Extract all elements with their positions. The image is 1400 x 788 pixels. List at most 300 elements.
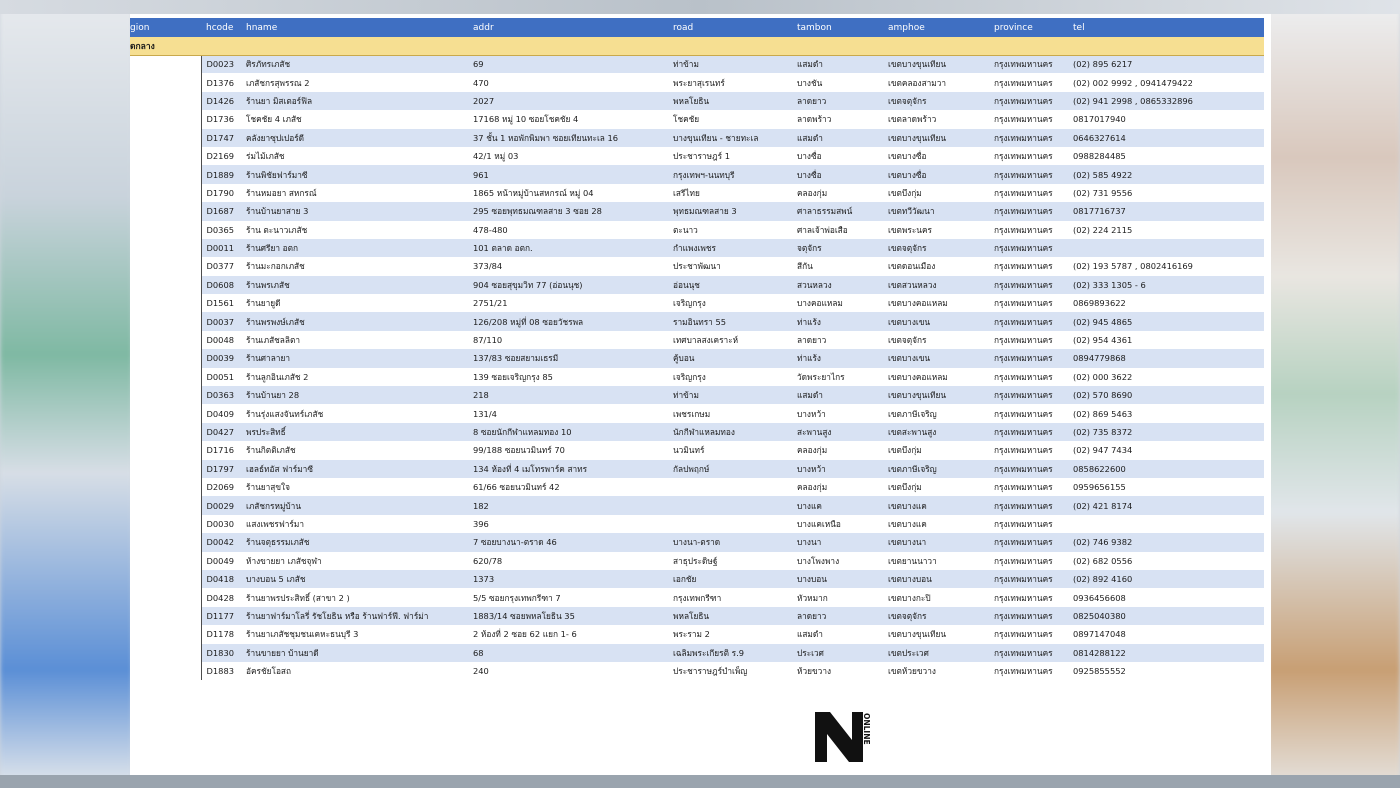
table-row bbox=[130, 73, 1264, 91]
column-header-region: gion bbox=[130, 22, 150, 33]
cell-amphoe: เขตบางซื่อ bbox=[888, 151, 927, 162]
cell-tambon: ลาดยาว bbox=[797, 335, 827, 346]
cell-tambon: ศาลาธรรมสพน์ bbox=[797, 206, 853, 217]
table-row bbox=[130, 460, 1264, 478]
cell-hcode: D0042 bbox=[206, 537, 235, 548]
table-row bbox=[130, 533, 1264, 551]
cell-hname: ร้านยาเภสัชชุมชนเคหะธนบุรี 3 bbox=[246, 629, 359, 640]
cell-province: กรุงเทพมหานคร bbox=[994, 77, 1053, 88]
table-row bbox=[130, 478, 1264, 496]
cell-tambon: บางนา bbox=[797, 537, 822, 548]
cell-hcode: D1797 bbox=[206, 463, 235, 474]
region-cell bbox=[130, 460, 201, 478]
logo-online-text: ONLINE bbox=[862, 713, 871, 745]
cell-hcode: D1687 bbox=[206, 206, 235, 217]
cell-addr: 470 bbox=[473, 77, 489, 88]
cell-hcode: D0029 bbox=[206, 500, 235, 511]
cell-tel: (02) 941 2998 , 0865332896 bbox=[1073, 95, 1193, 106]
region-cell bbox=[130, 478, 201, 496]
cell-hcode: D1883 bbox=[206, 666, 235, 677]
cell-tel: (02) 731 9556 bbox=[1073, 187, 1133, 198]
cell-amphoe: เขตบึงกุ่ม bbox=[888, 187, 922, 198]
cell-road: ประชาราษฎร์บำเพ็ญ bbox=[673, 666, 748, 677]
cell-hname: บางบอน 5 เภสัช bbox=[246, 574, 306, 585]
region-cell bbox=[130, 552, 201, 570]
region-cell bbox=[130, 570, 201, 588]
cell-hname: ร้านยาฟาร์มาโลรี่ รัชโยธิน หรือ ร้านฟาร์ฟี. ฟาร์ม่า bbox=[246, 610, 429, 621]
cell-addr: 961 bbox=[473, 169, 489, 180]
cell-province: กรุงเทพมหานคร bbox=[994, 59, 1053, 70]
cell-tel: (02) 735 8372 bbox=[1073, 427, 1133, 437]
cell-tambon: สีกัน bbox=[797, 261, 813, 272]
cell-amphoe: เขตบางเขน bbox=[888, 353, 931, 364]
cell-road: ท่าข้าม bbox=[673, 59, 699, 70]
cell-addr: 373/84 bbox=[473, 261, 503, 272]
table-row bbox=[130, 184, 1264, 202]
cell-province: กรุงเทพมหานคร bbox=[994, 206, 1053, 217]
cell-tambon: บางบอน bbox=[797, 574, 827, 585]
blurred-background-left bbox=[0, 0, 132, 788]
cell-amphoe: เขตคลองสามวา bbox=[888, 77, 947, 88]
cell-province: กรุงเทพมหานคร bbox=[994, 224, 1053, 235]
cell-province: กรุงเทพมหานคร bbox=[994, 261, 1053, 272]
cell-addr: 1883/14 ซอยพหลโยธิน 35 bbox=[473, 610, 575, 621]
cell-amphoe: เขตบางแค bbox=[888, 500, 927, 511]
cell-hcode: D1561 bbox=[206, 298, 235, 309]
cell-hname: ร้านหมอยา สหกรณ์ bbox=[246, 187, 317, 198]
cell-tambon: แสมดำ bbox=[797, 59, 823, 70]
table-row bbox=[130, 202, 1264, 220]
cell-addr: 218 bbox=[473, 390, 489, 401]
table-row bbox=[130, 221, 1264, 239]
cell-province: กรุงเทพมหานคร bbox=[994, 610, 1053, 621]
table-row bbox=[130, 570, 1264, 588]
cell-road: กัลปพฤกษ์ bbox=[673, 463, 710, 474]
cell-road: อ่อนนุช bbox=[673, 279, 700, 290]
table-row bbox=[130, 294, 1264, 312]
cell-tel: 0817017940 bbox=[1073, 114, 1126, 125]
cell-hcode: D1747 bbox=[206, 132, 235, 143]
cell-tel bbox=[1068, 515, 1264, 533]
cell-hname: พรประสิทธิ์ bbox=[246, 427, 286, 437]
cell-tambon: บางซื่อ bbox=[797, 151, 822, 162]
region-cell bbox=[130, 221, 201, 239]
cell-addr: 131/4 bbox=[473, 408, 497, 419]
cell-tel: (02) 193 5787 , 0802416169 bbox=[1073, 261, 1193, 272]
blurred-background-top bbox=[0, 0, 1400, 14]
region-cell bbox=[130, 73, 201, 91]
cell-tambon: จตุจักร bbox=[797, 243, 822, 254]
cell-amphoe: เขตบางนา bbox=[888, 537, 927, 548]
cell-tambon: แสมดำ bbox=[797, 132, 823, 143]
table-row bbox=[130, 496, 1264, 514]
cell-amphoe: เขตดอนเมือง bbox=[888, 261, 936, 272]
cell-tel: (02) 333 1305 - 6 bbox=[1073, 279, 1146, 290]
table-row bbox=[130, 276, 1264, 294]
cell-addr: 69 bbox=[473, 59, 484, 70]
cell-tel: (02) 947 7434 bbox=[1073, 445, 1133, 456]
cell-hname: ศิรภัทรเภสัช bbox=[246, 59, 291, 70]
cell-road: นักกีฬาแหลมทอง bbox=[673, 427, 735, 437]
cell-province: กรุงเทพมหานคร bbox=[994, 187, 1053, 198]
cell-hname: ร้านเภสัชลลิตา bbox=[246, 335, 301, 346]
region-cell bbox=[130, 92, 201, 110]
cell-tambon: ท่าแร้ง bbox=[797, 316, 821, 327]
blurred-background-bottom bbox=[0, 775, 1400, 788]
region-cell bbox=[130, 533, 201, 551]
column-header-amphoe: amphoe bbox=[888, 22, 925, 33]
cell-province: กรุงเทพมหานคร bbox=[994, 390, 1053, 401]
region-cell bbox=[130, 110, 201, 128]
cell-province: กรุงเทพมหานคร bbox=[994, 114, 1053, 125]
cell-tambon: สะพานสูง bbox=[797, 427, 832, 437]
cell-tel: (02) 945 4865 bbox=[1073, 316, 1133, 327]
region-group-label: ดกลาง bbox=[130, 37, 1264, 55]
region-cell bbox=[130, 441, 201, 459]
region-cell bbox=[130, 129, 201, 147]
cell-tel: (02) 000 3622 bbox=[1073, 371, 1133, 382]
cell-addr: 2751/21 bbox=[473, 298, 508, 309]
cell-addr: 904 ซอยสุขุมวิท 77 (อ่อนนุช) bbox=[473, 279, 583, 290]
column-header-province: province bbox=[994, 22, 1033, 33]
cell-province: กรุงเทพมหานคร bbox=[994, 353, 1053, 364]
cell-amphoe: เขตบางเขน bbox=[888, 316, 931, 327]
cell-hname: ร่มไม้เภสัช bbox=[246, 151, 285, 162]
table-row bbox=[130, 312, 1264, 330]
cell-tambon: บางคอแหลม bbox=[797, 298, 843, 309]
table-row bbox=[130, 386, 1264, 404]
cell-road: ท่าข้าม bbox=[673, 390, 699, 401]
table-row bbox=[130, 129, 1264, 147]
cell-province: กรุงเทพมหานคร bbox=[994, 132, 1053, 143]
cell-province: กรุงเทพมหานคร bbox=[994, 298, 1053, 309]
cell-road: โชคชัย bbox=[673, 114, 700, 125]
cell-tel: 0825040380 bbox=[1073, 610, 1126, 621]
cell-hcode: D1376 bbox=[206, 77, 235, 88]
region-cell bbox=[130, 312, 201, 330]
cell-road: พหลโยธิน bbox=[673, 610, 710, 621]
column-header-tel: tel bbox=[1073, 22, 1085, 33]
cell-province: กรุงเทพมหานคร bbox=[994, 666, 1053, 677]
cell-addr: 478-480 bbox=[473, 224, 508, 235]
cell-tel: 0988284485 bbox=[1073, 151, 1126, 162]
cell-amphoe: เขตจตุจักร bbox=[888, 243, 927, 254]
cell-tel: 0897147048 bbox=[1073, 629, 1126, 640]
cell-tel: 0894779868 bbox=[1073, 353, 1126, 364]
cell-road: คู้บอน bbox=[673, 353, 695, 364]
cell-addr: 37 ชั้น 1 หอพักพิมพา ซอยเทียนทะเล 16 bbox=[473, 132, 619, 143]
cell-amphoe: เขตประเวศ bbox=[888, 647, 929, 658]
cell-tambon: บางหว้า bbox=[797, 463, 826, 474]
cell-tel: 0925855552 bbox=[1073, 666, 1126, 677]
cell-road: พระยาสุเรนทร์ bbox=[673, 77, 725, 88]
column-header-tambon: tambon bbox=[797, 22, 832, 33]
cell-amphoe: เขตลาดพร้าว bbox=[888, 114, 937, 125]
logo-n-shape bbox=[815, 712, 863, 762]
region-cell bbox=[130, 368, 201, 386]
cell-hname: ร้านยาพรประสิทธิ์ (สาขา 2 ) bbox=[246, 592, 350, 603]
cell-tel: 0646327614 bbox=[1073, 132, 1126, 143]
region-cell bbox=[130, 276, 201, 294]
cell-tambon: คลองกุ่ม bbox=[797, 445, 828, 456]
cell-tel: (02) 224 2115 bbox=[1073, 224, 1133, 235]
cell-province: กรุงเทพมหานคร bbox=[994, 518, 1053, 529]
cell-tambon: หัวหมาก bbox=[797, 592, 828, 603]
cell-tambon: ห้วยขวาง bbox=[797, 666, 832, 677]
cell-amphoe: เขตบางขุนเทียน bbox=[888, 390, 947, 401]
cell-tambon: บางหว้า bbox=[797, 408, 826, 419]
cell-hname: ร้านยาสุขใจ bbox=[246, 482, 290, 493]
cell-amphoe: เขตจตุจักร bbox=[888, 335, 927, 346]
cell-road: เพชรเกษม bbox=[673, 408, 711, 419]
region-cell bbox=[130, 607, 201, 625]
cell-province: กรุงเทพมหานคร bbox=[994, 316, 1053, 327]
cell-tel: (02) 682 0556 bbox=[1073, 555, 1133, 566]
cell-hname: ร้านพรพงษ์เภสัช bbox=[246, 316, 305, 327]
cell-tel: (02) 746 9382 bbox=[1073, 537, 1133, 548]
cell-tel: 0858622600 bbox=[1073, 463, 1126, 474]
cell-hname: อัครชัยโอสถ bbox=[246, 666, 292, 677]
cell-road: พหลโยธิน bbox=[673, 95, 710, 106]
table-row bbox=[130, 110, 1264, 128]
cell-province: กรุงเทพมหานคร bbox=[994, 647, 1053, 658]
cell-road: ประชาพัฒนา bbox=[673, 261, 721, 272]
cell-hcode: D0377 bbox=[206, 261, 235, 272]
cell-hname: เภสัชกรสุพรรณ 2 bbox=[246, 77, 310, 88]
cell-hcode: D2069 bbox=[206, 482, 235, 493]
cell-amphoe: เขตบางขุนเทียน bbox=[888, 132, 947, 143]
region-cell bbox=[130, 55, 201, 73]
cell-road: เจริญกรุง bbox=[673, 298, 706, 309]
region-cell bbox=[130, 239, 201, 257]
cell-hcode: D0427 bbox=[206, 427, 235, 437]
table-row bbox=[130, 55, 1264, 73]
cell-tel: (02) 421 8174 bbox=[1073, 500, 1133, 511]
cell-hname: ร้านกิตติเภสัช bbox=[246, 445, 296, 456]
cell-hname: ร้านจตุธรรมเภสัช bbox=[246, 537, 310, 548]
cell-road: เสรีไทย bbox=[673, 187, 700, 198]
cell-province: กรุงเทพมหานคร bbox=[994, 169, 1053, 180]
cell-province: กรุงเทพมหานคร bbox=[994, 371, 1053, 382]
cell-addr: 182 bbox=[473, 500, 489, 511]
cell-road: ตะนาว bbox=[673, 224, 698, 235]
cell-province: กรุงเทพมหานคร bbox=[994, 629, 1053, 640]
cell-tel: (02) 002 9992 , 0941479422 bbox=[1073, 77, 1193, 88]
cell-hcode: D1178 bbox=[206, 629, 235, 640]
cell-hname: ร้านมะกอกเภสัช bbox=[246, 261, 305, 272]
table-row bbox=[130, 552, 1264, 570]
cell-hname: ร้าน ตะนาวเภสัช bbox=[246, 224, 308, 235]
cell-amphoe: เขตจตุจักร bbox=[888, 610, 927, 621]
cell-hcode: D1830 bbox=[206, 647, 235, 658]
region-cell bbox=[130, 349, 201, 367]
cell-amphoe: เขตจตุจักร bbox=[888, 95, 927, 106]
cell-hcode: D0037 bbox=[206, 316, 235, 327]
cell-hname: แสงเพชรฟาร์มา bbox=[246, 518, 304, 529]
cell-amphoe: เขตบางคอแหลม bbox=[888, 371, 948, 382]
cell-hname: เภสัชกรหมู่บ้าน bbox=[246, 500, 302, 511]
cell-province: กรุงเทพมหานคร bbox=[994, 408, 1053, 419]
cell-province: กรุงเทพมหานคร bbox=[994, 279, 1053, 290]
cell-hcode: D1889 bbox=[206, 169, 235, 180]
cell-tambon: บางแคเหนือ bbox=[797, 518, 841, 529]
cell-addr: 2 ห้องที่ 2 ซอย 62 แยก 1- 6 bbox=[473, 629, 577, 640]
cell-amphoe: เขตสะพานสูง bbox=[888, 427, 937, 437]
cell-province: กรุงเทพมหานคร bbox=[994, 427, 1053, 437]
cell-tel: 0936456608 bbox=[1073, 592, 1126, 603]
cell-hname: ร้านบ้านยาสาย 3 bbox=[246, 206, 309, 217]
table-row bbox=[130, 515, 1264, 533]
region-cell bbox=[130, 515, 201, 533]
cell-addr: 5/5 ซอยกรุงเทพกรีฑา 7 bbox=[473, 592, 561, 603]
cell-amphoe: เขตบางแค bbox=[888, 518, 927, 529]
cell-hcode: D1736 bbox=[206, 114, 235, 125]
cell-province: กรุงเทพมหานคร bbox=[994, 574, 1053, 585]
region-cell bbox=[130, 294, 201, 312]
cell-hname: ร้านศรียา อตก bbox=[246, 243, 299, 254]
cell-tambon: บางโพงพาง bbox=[797, 555, 840, 566]
cell-hname: ร้านรุ่งแสงจันทร์เภสัช bbox=[246, 408, 324, 419]
table-row bbox=[130, 165, 1264, 183]
cell-amphoe: เขตบางคอแหลม bbox=[888, 298, 948, 309]
cell-road: บางนา-ตราด bbox=[673, 537, 721, 548]
cell-amphoe: เขตพระนคร bbox=[888, 224, 932, 235]
cell-hname: ร้านยายูดี bbox=[246, 298, 281, 309]
cell-hcode: D1426 bbox=[206, 95, 235, 106]
cell-addr: 42/1 หมู่ 03 bbox=[473, 151, 519, 162]
cell-tel: (02) 585 4922 bbox=[1073, 169, 1133, 180]
cell-province: กรุงเทพมหานคร bbox=[994, 463, 1053, 474]
table-row bbox=[130, 588, 1264, 606]
table-row bbox=[130, 644, 1264, 662]
region-cell bbox=[130, 184, 201, 202]
cell-tel: (02) 892 4160 bbox=[1073, 574, 1133, 585]
cell-hcode: D0365 bbox=[206, 224, 235, 235]
cell-amphoe: เขตห้วยขวาง bbox=[888, 666, 936, 677]
table-row bbox=[130, 441, 1264, 459]
cell-hname: ร้านลูกอินเภสัช 2 bbox=[246, 371, 309, 382]
region-cell bbox=[130, 257, 201, 275]
cell-amphoe: เขตบึงกุ่ม bbox=[888, 482, 922, 493]
column-header-hname: hname bbox=[246, 22, 278, 33]
cell-addr: 396 bbox=[473, 518, 489, 529]
cell-addr: 126/208 หมู่ที่ 08 ซอยวัชรพล bbox=[473, 316, 584, 327]
pharmacy-table bbox=[130, 18, 1264, 680]
cell-amphoe: เขตบางบอน bbox=[888, 574, 932, 585]
region-cell bbox=[130, 404, 201, 422]
cell-tambon: บางซื่อ bbox=[797, 169, 822, 180]
cell-hcode: D0409 bbox=[206, 408, 235, 419]
cell-road: นวมินทร์ bbox=[673, 445, 705, 456]
cell-road: กรุงเทพฯ-นนทบุรี bbox=[673, 169, 735, 180]
region-cell bbox=[130, 202, 201, 220]
cell-road: เอกชัย bbox=[673, 574, 697, 585]
cell-hcode: D0363 bbox=[206, 390, 235, 401]
cell-hcode: D0023 bbox=[206, 59, 235, 70]
region-cell bbox=[130, 588, 201, 606]
table-row bbox=[130, 368, 1264, 386]
cell-addr: 1373 bbox=[473, 574, 495, 585]
cell-tambon: ประเวศ bbox=[797, 647, 824, 658]
table-row bbox=[130, 625, 1264, 643]
cell-road: รามอินทรา 55 bbox=[673, 316, 727, 327]
cell-hcode: D2169 bbox=[206, 151, 235, 162]
table-row bbox=[130, 404, 1264, 422]
cell-road: กำแพงเพชร bbox=[673, 243, 716, 254]
cell-hname: โชคชัย 4 เภสัช bbox=[246, 114, 302, 125]
cell-addr: 240 bbox=[473, 666, 489, 677]
cell-hcode: D0030 bbox=[206, 518, 235, 529]
spreadsheet-image bbox=[130, 14, 1271, 775]
cell-tel bbox=[1068, 239, 1264, 257]
table-row bbox=[130, 147, 1264, 165]
cell-tel: (02) 869 5463 bbox=[1073, 408, 1133, 419]
cell-addr: 139 ซอยเจริญกรุง 85 bbox=[473, 371, 553, 382]
cell-tambon: ท่าแร้ง bbox=[797, 353, 821, 364]
cell-amphoe: เขตบางกะปิ bbox=[888, 592, 931, 603]
cell-addr: 137/83 ซอยสยามเธรมี bbox=[473, 353, 559, 364]
cell-tel: (02) 954 4361 bbox=[1073, 335, 1133, 346]
table-row bbox=[130, 331, 1264, 349]
cell-addr: 101 ตลาด อตก. bbox=[473, 243, 533, 254]
cell-hcode: D1790 bbox=[206, 187, 235, 198]
cell-tel: 0869893622 bbox=[1073, 298, 1126, 309]
cell-hcode: D0608 bbox=[206, 279, 235, 290]
table-row bbox=[130, 92, 1264, 110]
cell-province: กรุงเทพมหานคร bbox=[994, 243, 1053, 254]
cell-tambon: แสมดำ bbox=[797, 629, 823, 640]
cell-road bbox=[668, 515, 792, 533]
region-group-row bbox=[130, 37, 1264, 55]
blurred-background-right bbox=[1268, 0, 1400, 788]
cell-tel: (02) 895 6217 bbox=[1073, 59, 1133, 70]
cell-road: เจริญกรุง bbox=[673, 371, 706, 382]
cell-tambon: สวนหลวง bbox=[797, 279, 832, 290]
cell-hcode: D0051 bbox=[206, 371, 235, 382]
cell-road bbox=[668, 496, 792, 514]
region-cell bbox=[130, 662, 201, 680]
cell-tel: (02) 570 8690 bbox=[1073, 390, 1133, 401]
cell-tambon: บางชัน bbox=[797, 77, 823, 88]
cell-road: ประชาราษฎร์ 1 bbox=[673, 151, 730, 162]
region-cell bbox=[130, 386, 201, 404]
region-cell bbox=[130, 423, 201, 441]
cell-tambon: ลาดยาว bbox=[797, 610, 827, 621]
column-header-hcode: hcode bbox=[206, 22, 234, 33]
table-row bbox=[130, 607, 1264, 625]
cell-province: กรุงเทพมหานคร bbox=[994, 482, 1053, 493]
cell-amphoe: เขตยานนาวา bbox=[888, 555, 937, 566]
cell-province: กรุงเทพมหานคร bbox=[994, 537, 1053, 548]
cell-addr: 620/78 bbox=[473, 555, 503, 566]
cell-hcode: D0039 bbox=[206, 353, 235, 364]
cell-tambon: บางแค bbox=[797, 500, 822, 511]
cell-addr: 87/110 bbox=[473, 335, 503, 346]
cell-amphoe: เขตสวนหลวง bbox=[888, 279, 937, 290]
region-cell bbox=[130, 331, 201, 349]
cell-amphoe: เขตภาษีเจริญ bbox=[888, 463, 937, 474]
cell-addr: 1865 หน้าหมู่บ้านสหกรณ์ หมู่ 04 bbox=[473, 187, 594, 198]
cell-province: กรุงเทพมหานคร bbox=[994, 151, 1053, 162]
region-cell bbox=[130, 147, 201, 165]
cell-hcode: D0048 bbox=[206, 335, 235, 346]
table-row bbox=[130, 239, 1264, 257]
table-row bbox=[130, 423, 1264, 441]
cell-addr: 7 ซอยบางนา-ตราด 46 bbox=[473, 537, 557, 548]
region-cell bbox=[130, 496, 201, 514]
cell-hname: ร้านขายยา บ้านยาดี bbox=[246, 647, 319, 658]
cell-road: กรุงเทพกรีฑา bbox=[673, 592, 722, 603]
